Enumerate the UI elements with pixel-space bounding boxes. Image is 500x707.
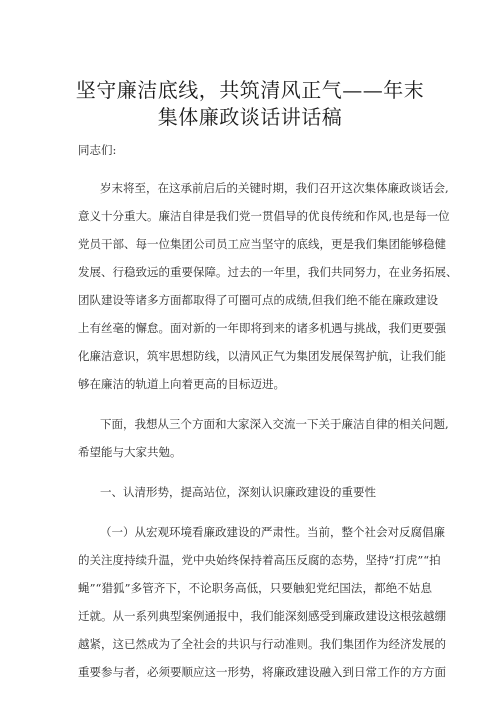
section-heading-1: 一、认清形势，提高站位，深刻认识廉政建设的重要性 xyxy=(100,485,376,499)
document-title-line-2: 集体廉政谈话讲话稿 xyxy=(157,105,343,129)
paragraph-1-line-5: 团队建设等诸多方面都取得了可圈可点的成绩,但我们绝不能在廉政建设 xyxy=(78,293,439,307)
paragraph-3-line-5: 越紧，这已然成为了全社会的共识与行动准则。我们集团作为经济发展的 xyxy=(78,637,446,651)
paragraph-3-line-3: 蝇”“猎狐”多管齐下，不论职务高低，只要触犯党纪国法，都绝不姑息 xyxy=(78,581,432,595)
paragraph-3-line-2: 的关注度持续升温，党中央始终保持着高压反腐的态势，坚持“打虎”“拍 xyxy=(78,553,441,567)
paragraph-1-line-6: 上有丝毫的懈怠。面对新的一年即将到来的诸多机遇与挑战，我们更要强 xyxy=(78,321,446,335)
paragraph-1-line-1: 岁末将至，在这承前启后的关键时期，我们召开这次集体廉政谈话会, xyxy=(100,181,449,195)
paragraph-3-line-6: 重要参与者，必须要顺应这一形势，将廉政建设融入到日常工作的方方面 xyxy=(78,665,446,679)
paragraph-1-line-7: 化廉洁意识，筑牢思想防线，以清风正气为集团发展保驾护航，让我们能 xyxy=(78,349,446,363)
paragraph-1-line-8: 够在廉洁的轨道上向着更高的目标迈进。 xyxy=(78,377,285,391)
paragraph-2-line-1: 下面，我想从三个方面和大家深入交流一下关于廉洁自律的相关问题, xyxy=(100,417,449,431)
salutation: 同志们: xyxy=(78,143,117,157)
paragraph-1-line-2: 意义十分重大。廉洁自律是我们党一贯倡导的优良传统和作风,也是每一位 xyxy=(78,209,450,223)
paragraph-2-line-2: 希望能与大家共勉。 xyxy=(78,445,182,459)
paragraph-3-line-4: 迁就。从一系列典型案例通报中，我们能深刻感受到廉政建设这根弦越绷 xyxy=(78,609,446,623)
paragraph-3-line-1: （一）从宏观环境看廉政建设的严肃性。当前，整个社会对反腐倡廉 xyxy=(100,525,445,539)
document-title-line-1: 坚守廉洁底线，共筑清风正气——年末 xyxy=(75,78,425,102)
paragraph-1-line-4: 发展、行稳致远的重要保障。过去的一年里，我们共同努力，在业务拓展、 xyxy=(78,265,458,279)
paragraph-1-line-3: 党员干部、每一位集团公司员工应当坚守的底线，更是我们集团能够稳健 xyxy=(78,237,446,251)
